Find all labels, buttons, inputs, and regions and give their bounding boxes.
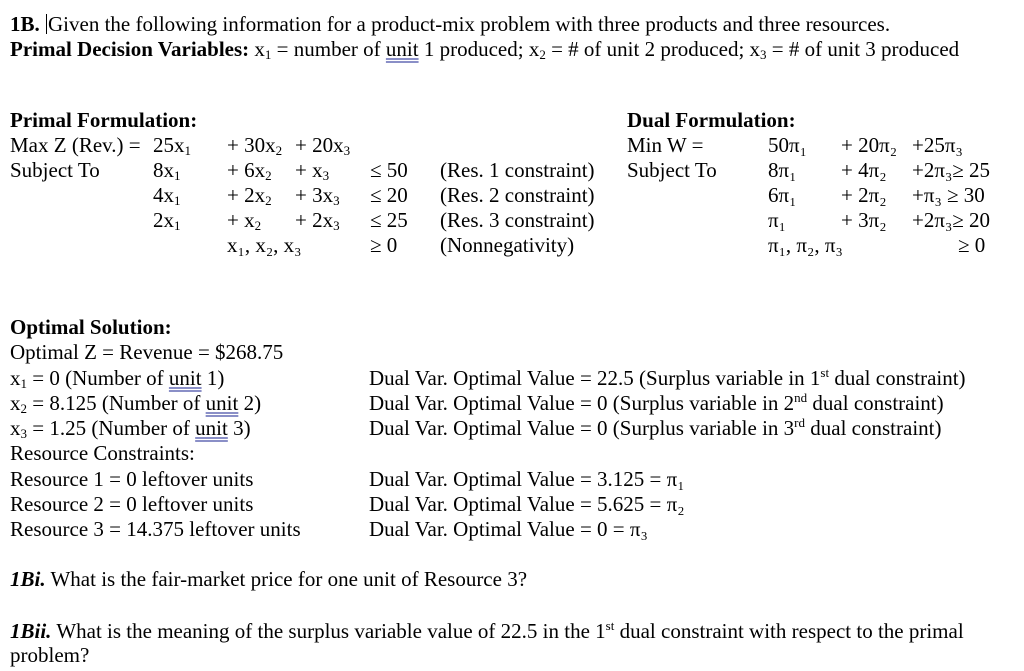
dual-obj-c1: 50π₁ <box>768 133 807 157</box>
decision-variables-line: Primal Decision Variables: $x_1$ = number of unit 1 produced; $x_2$ = # of unit 2 produced; $x_3$ = # of unit 3 produced <box>10 37 960 62</box>
x3-value: $x_3 = 1.25$ (Number of unit 3) <box>10 416 251 441</box>
dual-surplus-1: Dual Var. Optimal Value = 22.5 (Surplus variable in 1st dual constraint) <box>369 365 966 390</box>
resource-2: Resource 2 = 0 leftover units <box>10 492 254 516</box>
dual-nonneg-vars: π₁, π₂, π₃ <box>768 233 843 257</box>
primal-nonneg-vars: x₁, x₂, x₃ <box>227 233 302 257</box>
question-1bii: 1Bii. What is the meaning of the surplus variable value of 22.5 in the 1st dual constraint with respect to the primal <box>10 618 964 643</box>
primal-r3-note: (Res. 3 constraint) <box>440 208 595 232</box>
resource-header: Resource Constraints: <box>10 441 195 465</box>
dual-price-2: Dual Var. Optimal Value = 5.625 = π₂ <box>369 492 685 516</box>
primal-nonneg-note: (Nonnegativity) <box>440 233 575 257</box>
dual-r1-c2: + 4π₂ <box>841 158 887 182</box>
dual-subject-to: Subject To <box>627 158 717 182</box>
primal-r1-c3: + $x_3$ <box>295 158 330 183</box>
dual-title: Dual Formulation: <box>627 108 796 132</box>
primal-r1-rhs: ≤ 50 <box>370 158 408 182</box>
dual-surplus-2: Dual Var. Optimal Value = 0 (Surplus variable in 2nd dual constraint) <box>369 390 944 415</box>
dual-obj-c2: + 20π₂ <box>841 133 898 157</box>
dual-r1-c1: 8π₁ <box>768 158 797 182</box>
primal-nonneg-rhs: ≥ 0 <box>370 233 398 257</box>
dual-r1-c3: +2π₃≥ 25 <box>912 158 991 182</box>
primal-r3-rhs: ≤ 25 <box>370 208 408 232</box>
primal-subject-to: Subject To <box>10 158 100 182</box>
text-cursor <box>46 14 47 34</box>
dual-r3-c2: + 3π₂ <box>841 208 887 232</box>
x2-value: $x_2 = 8.125$ (Number of unit 2) <box>10 391 262 416</box>
question-1bi-text: What is the fair-market price for one unit of Resource 3? <box>50 567 528 591</box>
primal-objective-label: Max Z (Rev.) = <box>10 133 141 157</box>
primal-obj-c3: + $20x_3$ <box>295 133 351 158</box>
variables-label: Primal Decision Variables: <box>10 37 250 61</box>
solution-title: Optimal Solution: <box>10 315 172 339</box>
problem-number: 1B. <box>10 12 40 36</box>
dual-r3-c3: +2π₃≥ 20 <box>912 208 991 232</box>
primal-r1-note: (Res. 1 constraint) <box>440 158 595 182</box>
dual-r2-c1: 6π₁ <box>768 183 797 207</box>
question-1bi-label: 1Bi. <box>10 567 46 591</box>
dual-price-1: Dual Var. Optimal Value = 3.125 = π₁ <box>369 467 685 491</box>
intro-line <box>10 12 890 36</box>
dual-nonneg-rhs: ≥ 0 <box>958 233 986 257</box>
resource-1: Resource 1 = 0 leftover units <box>10 467 254 491</box>
question-1bii-continued: problem? <box>10 643 90 667</box>
primal-r3-c1: $2x_1$ <box>153 208 181 233</box>
dual-objective-label: Min W = <box>627 133 704 157</box>
x1-value: $x_1 = 0$ (Number of unit 1) <box>10 366 225 391</box>
dual-obj-c3: +25π₃ <box>912 133 963 157</box>
dual-r2-c3: +π₃ ≥ 30 <box>912 183 985 207</box>
primal-r2-rhs: ≤ 20 <box>370 183 408 207</box>
primal-title: Primal Formulation: <box>10 108 198 132</box>
primal-obj-c2: + $30x_2$ <box>227 133 283 158</box>
primal-r1-c1: $8x_1$ <box>153 158 181 183</box>
primal-r3-c2: + $x_2$ <box>227 208 262 233</box>
primal-r2-note: (Res. 2 constraint) <box>440 183 595 207</box>
dual-price-3: Dual Var. Optimal Value = 0 = π₃ <box>369 517 648 541</box>
primal-r2-c1: $4x_1$ <box>153 183 181 208</box>
dual-surplus-3: Dual Var. Optimal Value = 0 (Surplus variable in 3rd dual constraint) <box>369 415 942 440</box>
resource-3: Resource 3 = 14.375 leftover units <box>10 517 301 541</box>
intro-text: Given the following information for a product-mix problem with three products and three resources. <box>48 12 891 36</box>
question-1bii-label: 1Bii. <box>10 619 52 643</box>
dual-r3-c1: π₁ <box>768 208 786 232</box>
primal-r1-c2: + $6x_2$ <box>227 158 272 183</box>
primal-r3-c3: + $2x_3$ <box>295 208 340 233</box>
question-1bi <box>10 567 527 591</box>
dual-r2-c2: + 2π₂ <box>841 183 887 207</box>
primal-obj-c1: $25x_1$ <box>153 133 191 158</box>
optimal-z: Optimal Z = Revenue = $268.75 <box>10 340 284 364</box>
primal-r2-c3: + $3x_3$ <box>295 183 340 208</box>
primal-r2-c2: + $2x_2$ <box>227 183 272 208</box>
